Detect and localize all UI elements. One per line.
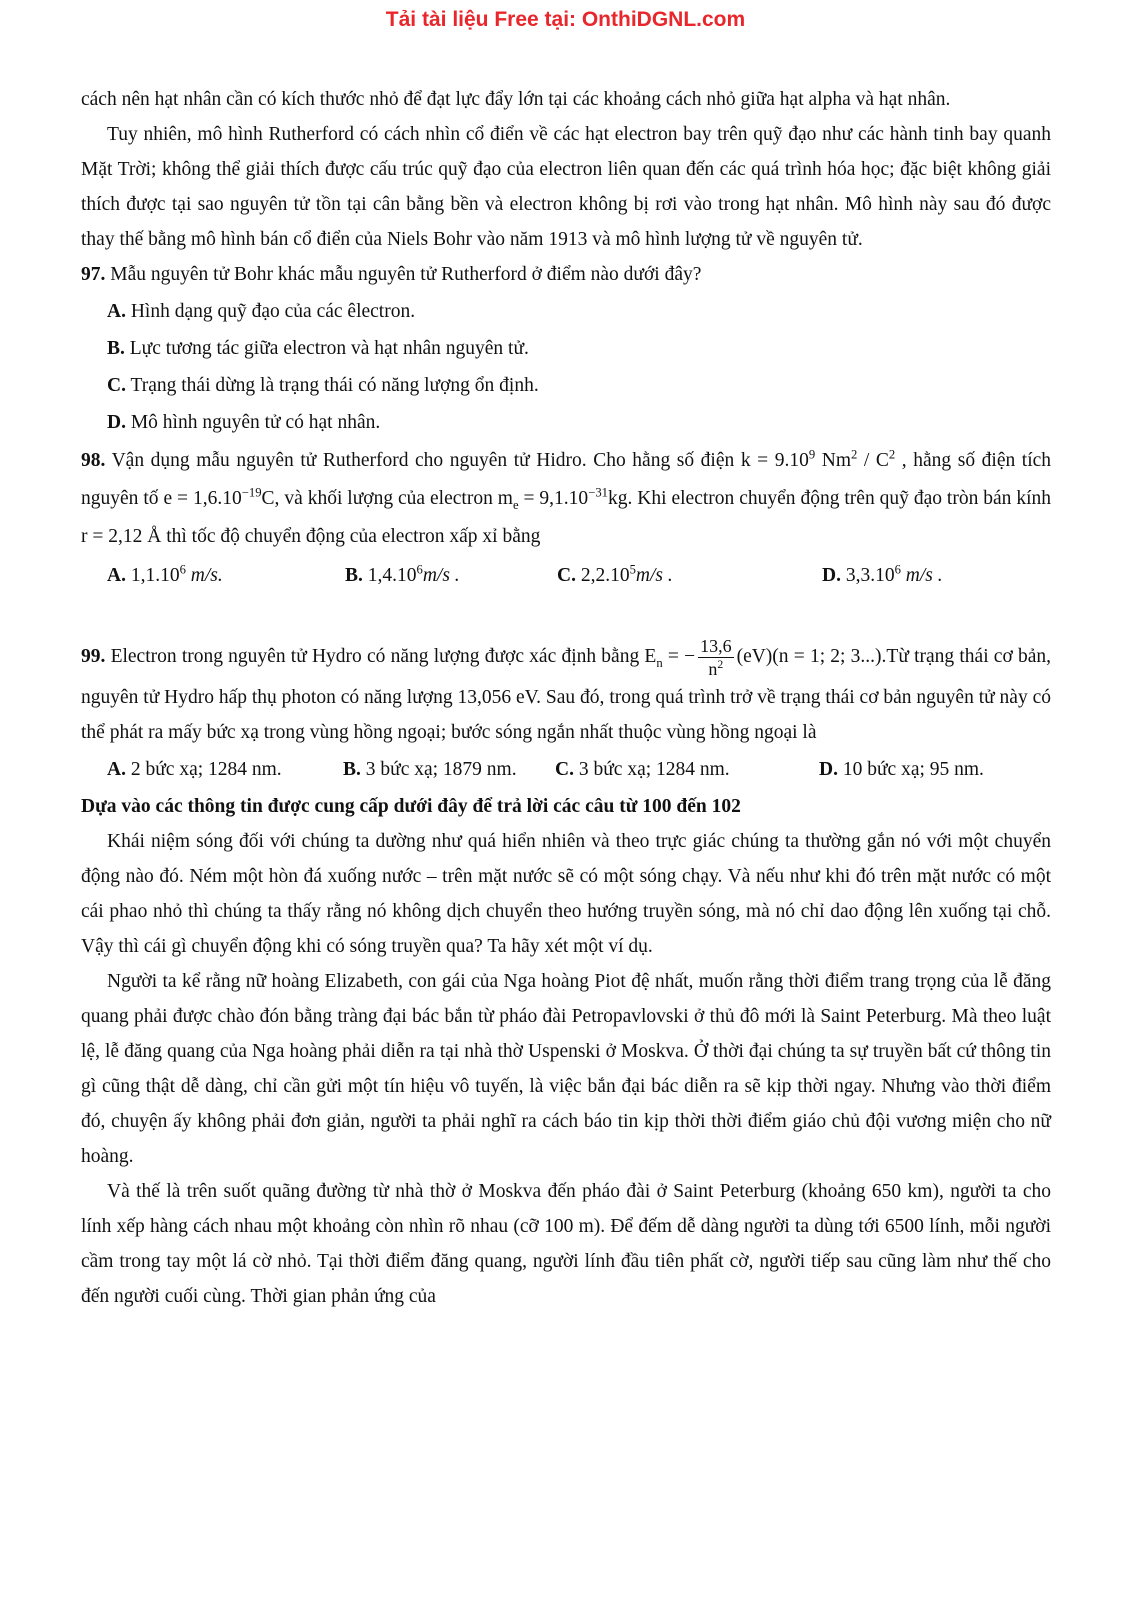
- constant-k: $k = 9.10^9$ $Nm^2 / C^2$: [740, 447, 896, 471]
- energy-formula: $E_n$ = − $\frac{13,6}{n^2}$ (eV)(n = 1; 2; 3...): [644, 636, 882, 679]
- option-a: A. Hình dạng quỹ đạo của các êlectron.: [107, 301, 416, 322]
- answer-options-row: [81, 752, 1051, 787]
- option-a: A. 2 bức xạ; 1284 nm.: [107, 759, 282, 780]
- option-d: D. Mô hình nguyên tử có hạt nhân.: [107, 412, 381, 433]
- question-98: 98. Vận dụng mẫu nguyên tử Rutherford cho nguyên tử Hidro. Cho hằng số điện $k = 9.10^9$ $Nm^2 / C^2$ , hằng số điện tích nguyên tố $e = 1,6.10^{-19}C$, và khối lượng của electron $m_e = 9,1.10^{-31}kg$. Khi electron chuyển động trên quỹ đạo tròn bán kính r = 2,12 Å thì tốc độ chuyển động của electron xấp xỉ bằng: [81, 447, 1052, 547]
- option-b: B. 1,4.10$^6$m/s .: [345, 562, 460, 586]
- question-99: 99. Electron trong nguyên tử Hydro có năng lượng được xác định bằng $E_n$ = − $\frac{13,6}{n^2}$ (eV)(n = 1; 2; 3...).Từ trạng thái cơ bản, nguyên tử Hydro hấp thụ photon có năng lượng 13,056 eV. Sau đó, trong quá trình trở về trạng thái cơ bản nguyên tử này có thể phát ra mấy bức xạ trong vùng hồng ngoại; bước sóng ngắn nhất thuộc vùng hồng ngoại là: [81, 636, 1051, 743]
- question-number: 98.: [81, 450, 106, 471]
- answer-options-row: [81, 558, 1051, 593]
- spacer: [81, 595, 1051, 635]
- paragraph-1: cách nên hạt nhân cần có kích thước nhỏ để đạt lực đẩy lớn tại các khoảng cách nhỏ giữa hạt alpha và hạt nhân.: [81, 89, 951, 110]
- option-c: C. 2,2.10$^5$m/s .: [557, 562, 673, 586]
- option-a: A. 1,1.10$^6$ m/s.: [107, 562, 223, 586]
- fraction: $\frac{13,6}{n^2}$: [700, 636, 732, 679]
- option-b: B. 3 bức xạ; 1879 nm.: [343, 759, 517, 780]
- question-number: 99.: [81, 645, 106, 667]
- option-c: C. 3 bức xạ; 1284 nm.: [555, 759, 730, 780]
- question-text: Mẫu nguyên tử Bohr khác mẫu nguyên tử Rutherford ở điểm nào dưới đây?: [110, 264, 702, 285]
- question-97: [81, 257, 1051, 292]
- paragraph-4: Người ta kể rằng nữ hoàng Elizabeth, con gái của Nga hoàng Piot đệ nhất, muốn rằng thời điểm trang trọng của lễ đăng quang phải được chào đón bằng tràng đại bác bắn từ pháo đài Petropavlovski ở thủ đô mới là Saint Peterburg. Mà theo luật lệ, lễ đăng quang của Nga hoàng phải diễn ra tại nhà thờ Uspenski ở Moskva. Ở thời đại chúng ta sự truyền bất cứ thông tin gì cũng thật dễ dàng, chỉ cần gửi một tín hiệu vô tuyến, là việc bắn đại bác diễn ra sẽ kịp thời ngay. Nhưng vào thời điểm đó, chuyện ấy không phải đơn giản, người ta phải nghĩ ra cách báo tin kịp thời thời điểm giáo chủ đội vương miện cho nữ hoàng.: [81, 971, 1051, 1167]
- page-header[interactable]: Tải tài liệu Free tại: OnthiDGNL.com: [385, 8, 746, 31]
- question-text: Electron trong nguyên tử Hydro có năng lượng được xác định bằng: [110, 645, 640, 667]
- paragraph-3: Khái niệm sóng đối với chúng ta dường như quá hiển nhiên và theo trực giác chúng ta thường gắn nó với một chuyển động nào đó. Ném một hòn đá xuống nước – trên mặt nước sẽ có một sóng chạy. Và nếu như khi đó trên mặt nước có một cái phao nhỏ thì chúng ta thấy rằng nó không dịch chuyển theo hướng truyền sóng, mà nó chỉ dao động lên xuống tại chỗ. Vậy thì cái gì chuyển động khi có sóng truyền qua? Ta hãy xét một ví dụ.: [81, 831, 1051, 957]
- document-body: [81, 82, 1051, 1314]
- section-title: Dựa vào các thông tin được cung cấp dưới đây để trả lời các câu từ 100 đến 102: [81, 796, 741, 817]
- paragraph-2: Tuy nhiên, mô hình Rutherford có cách nhìn cổ điển về các hạt electron bay trên quỹ đạo như các hành tinh bay quanh Mặt Trời; không thể giải thích được cấu trúc quỹ đạo của electron liên quan đến các quá trình hóa học; đặc biệt không giải thích được tại sao nguyên tử tồn tại cân bằng bền và electron không bị rơi vào trong hạt nhân. Mô hình này sau đó được thay thế bằng mô hình bán cổ điển của Niels Bohr vào năm 1913 và mô hình lượng tử về nguyên tử.: [81, 124, 1051, 250]
- constant-e: $e = 1,6.10^{-19}C$: [163, 485, 275, 509]
- paragraph-5: Và thế là trên suốt quãng đường từ nhà thờ ở Moskva đến pháo đài ở Saint Peterburg (khoảng 650 km), người ta cho lính xếp hàng cách nhau một khoảng còn nhìn rõ nhau (cỡ 100 m). Để đếm dễ dàng người ta dùng tới 6500 lính, mỗi người cầm trong tay một lá cờ nhỏ. Tại thời điểm đăng quang, người lính đầu tiên phất cờ, người tiếp sau cũng làm như thế cho đến người cuối cùng. Thời gian phản ứng của: [81, 1181, 1051, 1307]
- option-b: B. Lực tương tác giữa electron và hạt nhân nguyên tử.: [107, 338, 529, 359]
- option-c: C. Trạng thái dừng là trạng thái có năng lượng ổn định.: [107, 375, 539, 396]
- question-text: Vận dụng mẫu nguyên tử Rutherford cho nguyên tử Hidro. Cho hằng số điện: [111, 450, 735, 471]
- option-d: D. 3,3.10$^6$ m/s .: [822, 562, 943, 586]
- constant-me: $m_e = 9,1.10^{-31}kg$: [497, 485, 628, 512]
- question-number: 97.: [81, 264, 106, 285]
- option-d: D. 10 bức xạ; 95 nm.: [819, 759, 984, 780]
